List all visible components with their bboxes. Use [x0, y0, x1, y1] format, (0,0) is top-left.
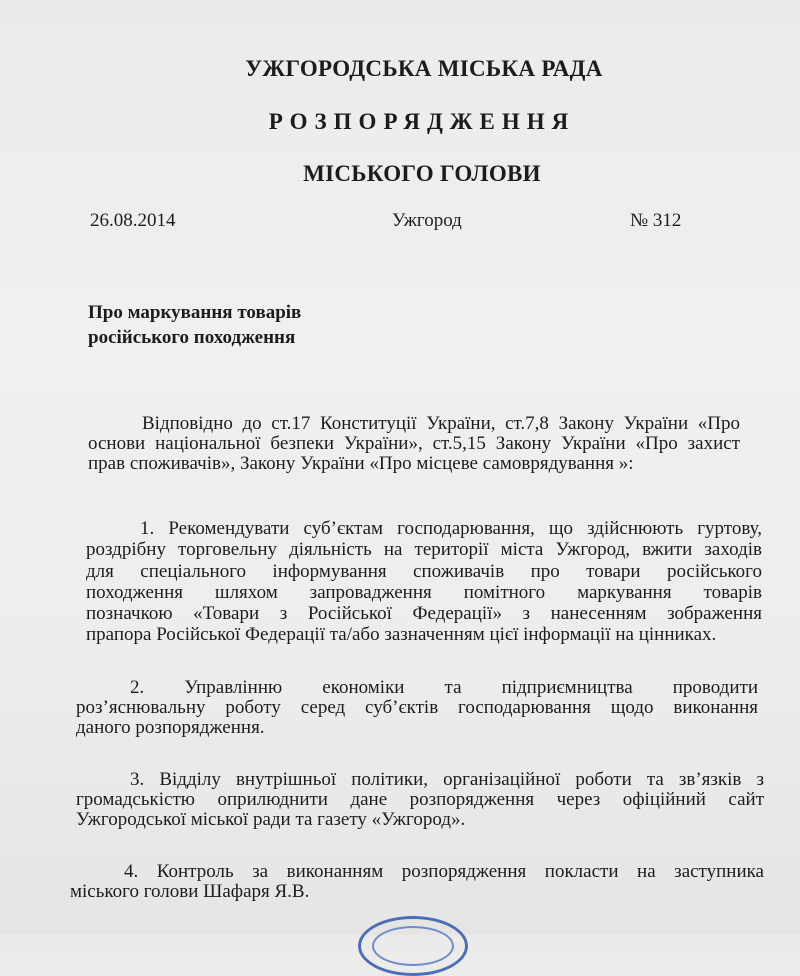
subject-line: Про маркування товарів: [88, 302, 302, 323]
document-number: № 312: [630, 210, 682, 231]
paragraph-line: даного розпорядження.: [76, 717, 265, 738]
paragraph-line: Відповідно до ст.17 Конституції України, ст.7,8 Закону України «Про: [142, 413, 740, 434]
document-subject: [88, 300, 301, 350]
document-city: Ужгород: [392, 210, 462, 231]
paragraph-line: міського голови Шафаря Я.В.: [70, 881, 310, 902]
item-paragraph-2: [76, 678, 758, 738]
paragraph-line: прапора Російської Федерації та/або зазначенням цієї інформації на цінниках.: [86, 624, 717, 646]
council-name: УЖГОРОДСЬКА МІСЬКА РАДА: [245, 56, 603, 81]
item-paragraph-4: [70, 862, 764, 902]
paragraph-line: позначкою «Товари з Російської Федерації» з нанесенням зображення: [86, 603, 762, 625]
preamble-paragraph: [88, 414, 740, 474]
paragraph-line: роз’яснювальну роботу серед суб’єктів господарювання щодо виконання: [76, 697, 758, 718]
paragraph-line: прав споживачів», Закону України «Про місцеве самоврядування »:: [88, 453, 634, 474]
item-paragraph-3: [76, 770, 764, 830]
paragraph-line: роздрібну торговельну діяльність на території міста Ужгород, вжити заходів: [86, 539, 762, 561]
paragraph-line: 2. Управлінню економіки та підприємництва проводити: [130, 677, 758, 698]
paragraph-line: 1. Рекомендувати суб’єктам господарювання, що здійснюють гуртову,: [140, 518, 762, 539]
official-seal-inner-ring: [372, 926, 454, 966]
paragraph-line: для спеціального інформування споживачів про товари російського: [86, 560, 762, 582]
subject-line: російського походження: [88, 327, 296, 348]
issuer-title: МІСЬКОГО ГОЛОВИ: [303, 161, 541, 186]
paragraph-line: основи національної безпеки України», ст.5,15 Закону України «Про захист: [88, 433, 740, 454]
paragraph-line: 4. Контроль за виконанням розпорядження покласти на заступника: [124, 861, 764, 882]
paragraph-line: походження шляхом запровадження помітного маркування товарів: [86, 581, 762, 603]
paragraph-line: громадськістю оприлюднити дане розпорядження через офіційний сайт: [76, 789, 764, 810]
item-paragraph-1: [86, 518, 762, 646]
document-type: РОЗПОРЯДЖЕННЯ: [268, 109, 576, 134]
document-date: 26.08.2014: [90, 210, 176, 231]
paragraph-line: 3. Відділу внутрішньої політики, організаційної роботи та зв’язків з: [130, 769, 764, 790]
paragraph-line: Ужгородської міської ради та газету «Ужгород».: [76, 809, 466, 830]
